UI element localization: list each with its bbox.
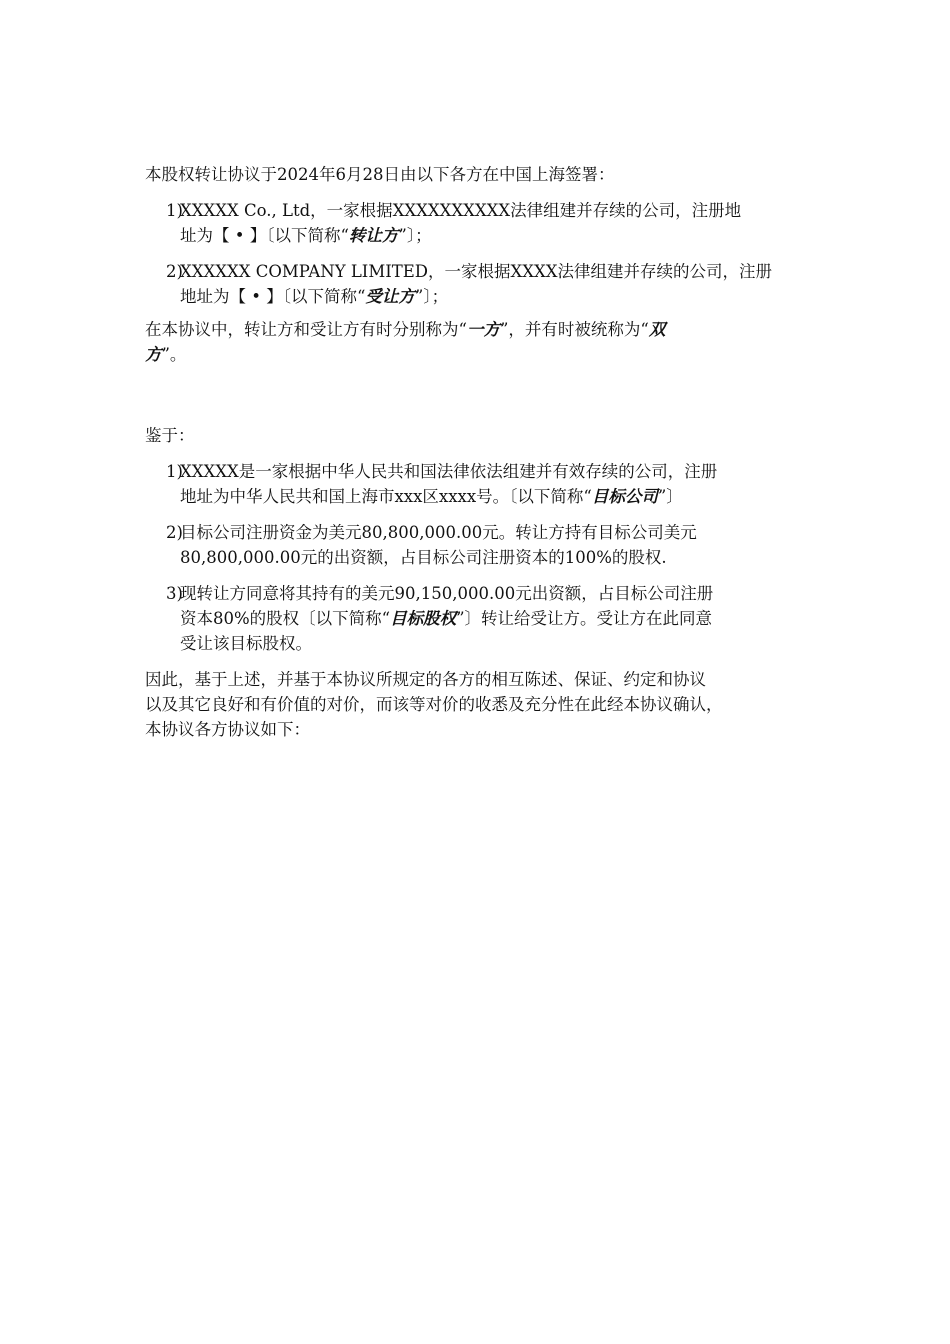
recital-text: 地址为中华人民共和国上海市xxx区xxxx号。〔以下简称“: [180, 487, 592, 506]
recital-text: 80,800,000.00元的出资额，占目标公司注册资本的100%的股权.: [180, 548, 667, 567]
recital-line-2: [180, 606, 810, 631]
party-text: ”〕；: [414, 287, 449, 306]
recital-number: 2): [166, 523, 183, 542]
recital-line-2: [180, 484, 810, 509]
intro-text: 本股权转让协议于2024年6月28日由以下各方在中国上海签署：: [145, 165, 615, 184]
paragraph-text: ”，并有时被统称为“: [499, 320, 649, 339]
recital-line-1: [166, 520, 810, 545]
recital-number: 3): [166, 584, 183, 603]
closing-paragraph: [145, 667, 810, 742]
party-text: XXXXX Co., Ltd，一家根据XXXXXXXXXX法律组建并存续的公司，注册地: [180, 201, 742, 220]
recital-text: XXXXX是一家根据中华人民共和国法律依法组建并有效存续的公司，注册: [180, 462, 718, 481]
closing-text: 本协议各方协议如下：: [145, 720, 310, 739]
recital-line-1: [166, 581, 810, 606]
whereas-heading: [145, 423, 810, 448]
party-text: XXXXXX COMPANY LIMITED，一家根据XXXX法律组建并存续的公司，注册: [180, 262, 773, 281]
closing-text: 因此，基于上述，并基于本协议所规定的各方的相互陈述、保证、约定和协议: [145, 670, 706, 689]
collective-terms-paragraph: [145, 317, 810, 367]
recital-text: 资本80%的股权〔以下简称“: [180, 609, 391, 628]
defined-term-parties-part1: 双: [648, 320, 666, 339]
party-line-2: [180, 223, 810, 248]
paragraph-text: ”。: [161, 345, 187, 364]
party-line-1: [166, 259, 810, 284]
recital-item: [145, 459, 810, 509]
defined-term-transferor: 转让方: [348, 226, 399, 245]
recital-text: 目标公司注册资金为美元80,800,000.00元。转让方持有目标公司美元: [180, 523, 697, 542]
recital-text: ”〕转让给受让方。受让方在此同意: [456, 609, 713, 628]
party-text: ”〕；: [398, 226, 432, 245]
closing-text: 以及其它良好和有价值的对价，而该等对价的收悉及充分性在此经本协议确认，: [145, 695, 723, 714]
party-line-1: [166, 198, 810, 223]
party-text: 址为【 • 】〔以下简称“: [180, 226, 349, 245]
defined-term-party: 一方: [466, 320, 500, 339]
party-item-transferee: [145, 259, 810, 309]
party-number: 2): [166, 262, 183, 281]
defined-term-target-equity: 目标股权: [390, 609, 457, 628]
party-text: 地址为【 • 】〔以下简称“: [180, 287, 366, 306]
recital-line-1: [166, 459, 810, 484]
party-item-transferor: [145, 198, 810, 248]
recital-line-3: [180, 631, 810, 656]
recital-text: 现转让方同意将其持有的美元90,150,000.00元出资额，占目标公司注册: [180, 584, 714, 603]
party-line-2: [180, 284, 810, 309]
party-number: 1): [166, 201, 183, 220]
defined-term-target-company: 目标公司: [591, 487, 658, 506]
recital-item: [145, 520, 810, 570]
recital-text: ”〕: [657, 487, 683, 506]
whereas-title: 鉴于：: [145, 426, 195, 445]
defined-term-parties-part2: 方: [145, 345, 162, 364]
recital-item: [145, 581, 810, 656]
agreement-page: [145, 162, 810, 742]
defined-term-transferee: 受让方: [365, 287, 415, 306]
paragraph-text: 在本协议中，转让方和受让方有时分别称为“: [145, 320, 467, 339]
recital-text: 受让该目标股权。: [180, 634, 312, 653]
intro-paragraph: [145, 162, 810, 187]
recital-line-2: [180, 545, 810, 570]
recital-number: 1): [166, 462, 183, 481]
